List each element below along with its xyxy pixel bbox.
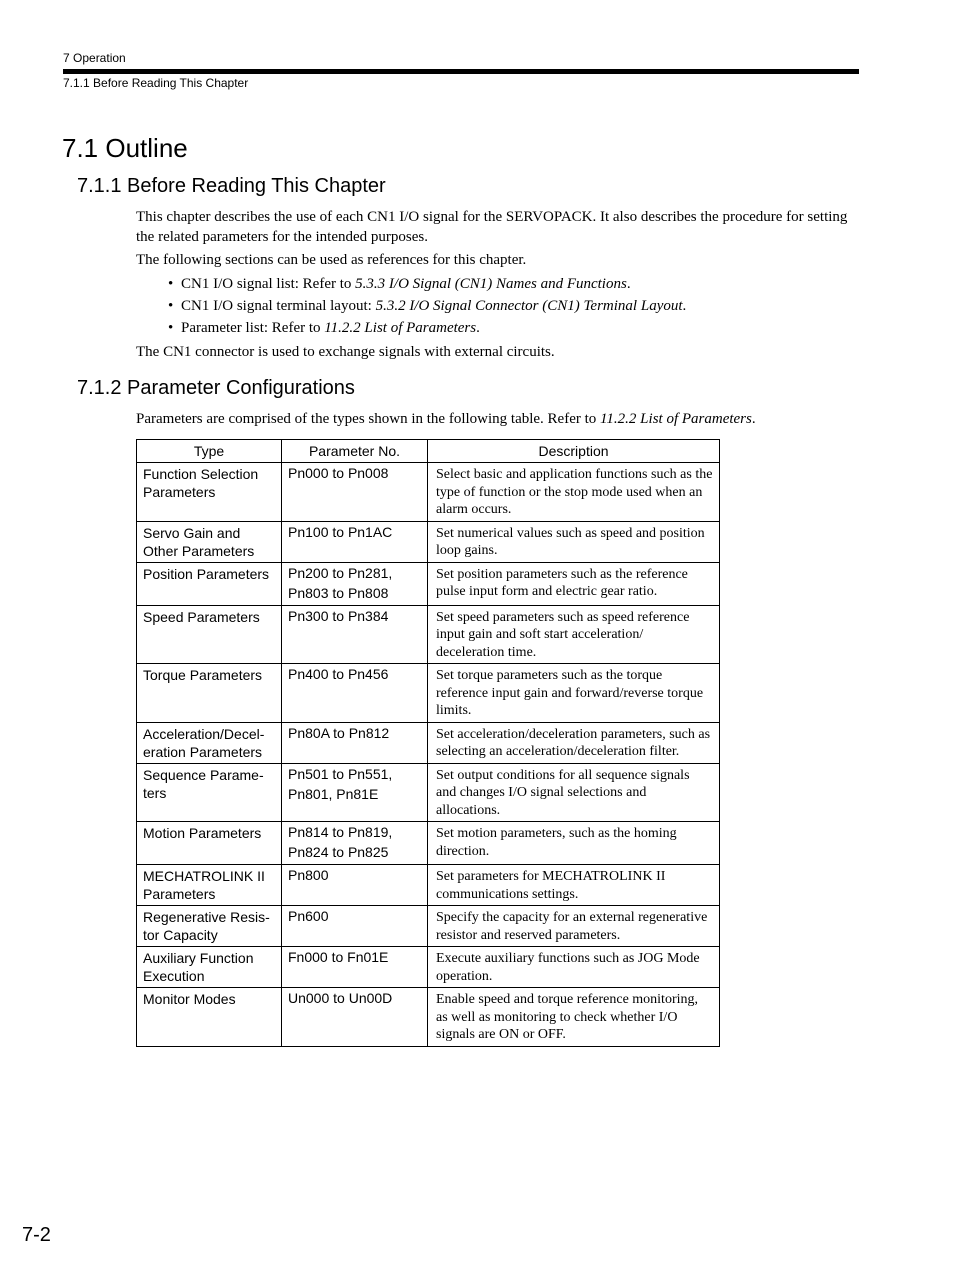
cell-parameter-no: Pn600 — [282, 906, 428, 947]
column-header-type: Type — [137, 440, 282, 463]
table-row — [137, 605, 720, 664]
cell-type: Speed Parameters — [137, 605, 282, 664]
cell-type: Motion Parameters — [137, 822, 282, 865]
list-item: • Parameter list: Refer to 11.2.2 List of Parameters. — [168, 320, 480, 336]
section-heading-before-reading: 7.1.1 Before Reading This Chapter — [77, 175, 386, 197]
cell-type: Regenerative Resis-tor Capacity — [137, 906, 282, 947]
cell-parameter-no: Pn000 to Pn008 — [282, 463, 428, 522]
page-title: 7.1 Outline — [62, 133, 188, 163]
cell-type: Monitor Modes — [137, 988, 282, 1047]
table-row — [137, 763, 720, 822]
cross-reference: 11.2.2 List of Parameters — [324, 320, 477, 336]
intro-paragraph: This chapter describes the use of each CN1 I/O signal for the SERVOPACK. It also describes the procedure for setting the related parameters for the intended purposes. — [136, 209, 848, 245]
cell-parameter-no: Pn400 to Pn456 — [282, 664, 428, 723]
list-item: • CN1 I/O signal terminal layout: 5.3.2 I/O Signal Connector (CN1) Terminal Layout. — [168, 298, 687, 314]
cell-description: Set numerical values such as speed and position loop gains. — [428, 521, 720, 562]
cell-parameter-no: Pn100 to Pn1AC — [282, 521, 428, 562]
header-rule — [63, 69, 859, 74]
table-row — [137, 947, 720, 988]
table-row — [137, 822, 720, 865]
cell-type: Torque Parameters — [137, 664, 282, 723]
cell-type: Acceleration/Decel-eration Parameters — [137, 722, 282, 763]
table-row — [137, 521, 720, 562]
cell-type: Position Parameters — [137, 562, 282, 605]
cell-description: Set output conditions for all sequence signals and changes I/O signal selections and allocations. — [428, 763, 720, 822]
cell-parameter-no: Un000 to Un00D — [282, 988, 428, 1047]
parameter-table — [136, 439, 720, 1047]
connector-paragraph: The CN1 connector is used to exchange signals with external circuits. — [136, 344, 555, 360]
cell-description: Specify the capacity for an external regenerative resistor and reserved parameters. — [428, 906, 720, 947]
parameters-paragraph: Parameters are comprised of the types shown in the following table. Refer to 11.2.2 List of Parameters. — [136, 411, 756, 427]
table-row — [137, 865, 720, 906]
page-number: 7-2 — [22, 1224, 51, 1246]
reference-list — [168, 273, 686, 339]
table-header-row — [137, 440, 720, 463]
cell-parameter-no: Pn800 — [282, 865, 428, 906]
cell-parameter-no: Pn300 to Pn384 — [282, 605, 428, 664]
cell-description: Set motion parameters, such as the homing direction. — [428, 822, 720, 865]
cell-description: Set acceleration/deceleration parameters, such as selecting an acceleration/deceleration filter. — [428, 722, 720, 763]
cell-description: Enable speed and torque reference monitoring, as well as monitoring to check whether I/O signals are ON or OFF. — [428, 988, 720, 1047]
cell-type: Servo Gain and Other Parameters — [137, 521, 282, 562]
running-head-chapter: 7 Operation — [63, 51, 126, 65]
list-item: • CN1 I/O signal list: Refer to 5.3.3 I/O Signal (CN1) Names and Functions. — [168, 276, 631, 292]
cross-reference: 11.2.2 List of Parameters — [600, 411, 752, 427]
table-row — [137, 988, 720, 1047]
table-row — [137, 664, 720, 723]
cell-parameter-no: Fn000 to Fn01E — [282, 947, 428, 988]
references-paragraph: The following sections can be used as references for this chapter. — [136, 252, 527, 268]
section-heading-parameter-configurations: 7.1.2 Parameter Configurations — [77, 377, 355, 399]
cell-description: Select basic and application functions such as the type of function or the stop mode used when an alarm occurs. — [428, 463, 720, 522]
column-header-parameter-no: Parameter No. — [282, 440, 428, 463]
table-row — [137, 906, 720, 947]
cell-parameter-no: Pn501 to Pn551, Pn801, Pn81E — [282, 763, 428, 822]
running-head-section: 7.1.1 Before Reading This Chapter — [63, 76, 249, 90]
cell-description: Execute auxiliary functions such as JOG Mode operation. — [428, 947, 720, 988]
cross-reference: 5.3.2 I/O Signal Connector (CN1) Terminal Layout — [375, 298, 683, 314]
cell-parameter-no: Pn814 to Pn819, Pn824 to Pn825 — [282, 822, 428, 865]
cell-parameter-no: Pn80A to Pn812 — [282, 722, 428, 763]
table-row — [137, 722, 720, 763]
column-header-description: Description — [428, 440, 720, 463]
cell-description: Set parameters for MECHATROLINK II communications settings. — [428, 865, 720, 906]
cell-parameter-no: Pn200 to Pn281, Pn803 to Pn808 — [282, 562, 428, 605]
table-row — [137, 463, 720, 522]
cell-type: MECHATROLINK II Parameters — [137, 865, 282, 906]
cross-reference: 5.3.3 I/O Signal (CN1) Names and Functions — [355, 276, 627, 292]
cell-type: Sequence Parame-ters — [137, 763, 282, 822]
cell-type: Auxiliary Function Execution — [137, 947, 282, 988]
cell-type: Function Selection Parameters — [137, 463, 282, 522]
cell-description: Set position parameters such as the reference pulse input form and electric gear ratio. — [428, 562, 720, 605]
cell-description: Set torque parameters such as the torque reference input gain and forward/reverse torque limits. — [428, 664, 720, 723]
cell-description: Set speed parameters such as speed reference input gain and soft start acceleration/ deceleration time. — [428, 605, 720, 664]
table-row — [137, 562, 720, 605]
